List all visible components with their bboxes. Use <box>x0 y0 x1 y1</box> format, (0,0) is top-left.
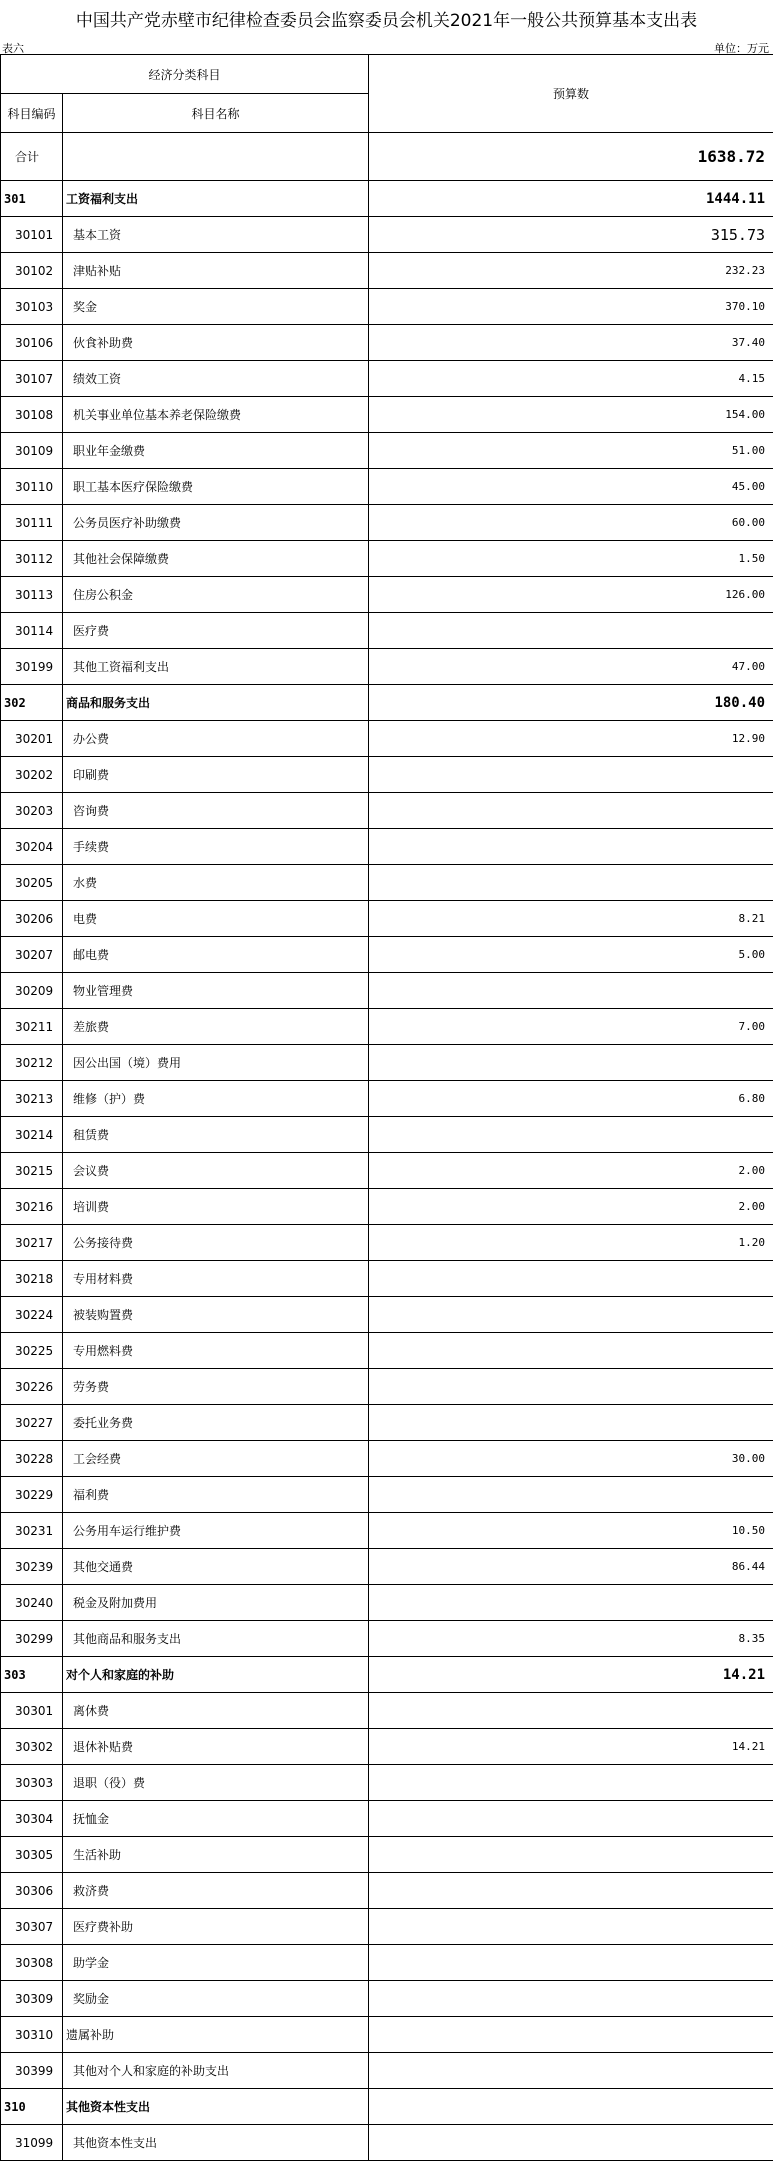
row-name: 其他社会保障缴费 <box>63 541 369 577</box>
row-name: 其他对个人和家庭的补助支出 <box>63 2053 369 2089</box>
row-code: 30308 <box>1 1945 63 1981</box>
row-name: 退职（役）费 <box>63 1765 369 1801</box>
row-name: 津贴补贴 <box>63 253 369 289</box>
row-value <box>369 2053 773 2089</box>
row-code: 30212 <box>1 1045 63 1081</box>
row-value: 86.44 <box>369 1549 773 1585</box>
row-value: 14.21 <box>369 1657 773 1693</box>
table-row <box>1 937 773 973</box>
row-name: 医疗费补助 <box>63 1909 369 1945</box>
row-name: 工资福利支出 <box>63 181 369 217</box>
row-name: 医疗费 <box>63 613 369 649</box>
row-name: 被装购置费 <box>63 1297 369 1333</box>
row-value <box>369 1981 773 2017</box>
row-value <box>369 865 773 901</box>
row-value: 315.73 <box>369 217 773 253</box>
unit-label: 单位：万元 <box>714 42 769 55</box>
table-row <box>1 1225 773 1261</box>
table-row <box>1 721 773 757</box>
table-row <box>1 1621 773 1657</box>
table-row <box>1 613 773 649</box>
row-value: 8.35 <box>369 1621 773 1657</box>
row-name: 印刷费 <box>63 757 369 793</box>
table-row <box>1 1909 773 1945</box>
row-code: 30213 <box>1 1081 63 1117</box>
row-code: 30239 <box>1 1549 63 1585</box>
budget-table-body <box>1 55 773 2161</box>
row-value: 60.00 <box>369 505 773 541</box>
table-row <box>1 1009 773 1045</box>
row-value <box>369 613 773 649</box>
row-name: 咨询费 <box>63 793 369 829</box>
row-name: 公务用车运行维护费 <box>63 1513 369 1549</box>
row-name: 邮电费 <box>63 937 369 973</box>
row-value <box>369 1297 773 1333</box>
row-name: 离休费 <box>63 1693 369 1729</box>
row-code: 30302 <box>1 1729 63 1765</box>
table-row <box>1 901 773 937</box>
row-code: 30229 <box>1 1477 63 1513</box>
row-value: 37.40 <box>369 325 773 361</box>
row-value: 14.21 <box>369 1729 773 1765</box>
table-row <box>1 181 773 217</box>
row-value: 30.00 <box>369 1441 773 1477</box>
table-row <box>1 1117 773 1153</box>
table-row <box>1 2089 773 2125</box>
table-number: 表六 <box>2 42 24 55</box>
table-row <box>1 1153 773 1189</box>
row-value <box>369 1873 773 1909</box>
row-value: 10.50 <box>369 1513 773 1549</box>
row-value <box>369 1837 773 1873</box>
row-value: 370.10 <box>369 289 773 325</box>
table-row <box>1 577 773 613</box>
row-name: 专用燃料费 <box>63 1333 369 1369</box>
row-name: 职工基本医疗保险缴费 <box>63 469 369 505</box>
table-row <box>1 217 773 253</box>
row-name: 救济费 <box>63 1873 369 1909</box>
table-row <box>1 1657 773 1693</box>
row-name: 福利费 <box>63 1477 369 1513</box>
page-title: 中国共产党赤壁市纪律检查委员会监察委员会机关2021年一般公共预算基本支出表 <box>75 11 698 31</box>
table-row <box>1 469 773 505</box>
row-value: 1.50 <box>369 541 773 577</box>
row-code: 30101 <box>1 217 63 253</box>
table-row <box>1 1369 773 1405</box>
row-name: 奖励金 <box>63 1981 369 2017</box>
table-row <box>1 865 773 901</box>
table-row <box>1 1081 773 1117</box>
row-value: 232.23 <box>369 253 773 289</box>
row-code: 30399 <box>1 2053 63 2089</box>
row-name: 手续费 <box>63 829 369 865</box>
row-code: 30303 <box>1 1765 63 1801</box>
row-code: 301 <box>1 181 63 217</box>
table-meta <box>0 40 773 54</box>
row-name: 因公出国（境）费用 <box>63 1045 369 1081</box>
row-code: 30226 <box>1 1369 63 1405</box>
row-code: 31099 <box>1 2125 63 2161</box>
row-name: 培训费 <box>63 1189 369 1225</box>
row-value <box>369 1333 773 1369</box>
row-code: 30202 <box>1 757 63 793</box>
table-row <box>1 1549 773 1585</box>
row-value <box>369 973 773 1009</box>
table-row <box>1 1693 773 1729</box>
row-name: 维修（护）费 <box>63 1081 369 1117</box>
table-row <box>1 2125 773 2161</box>
table-row <box>1 1801 773 1837</box>
row-name: 会议费 <box>63 1153 369 1189</box>
total-name-cell <box>63 133 369 181</box>
row-code: 30301 <box>1 1693 63 1729</box>
total-value: 1638.72 <box>369 133 773 181</box>
row-code: 30204 <box>1 829 63 865</box>
table-row <box>1 685 773 721</box>
row-value <box>369 1477 773 1513</box>
row-value <box>369 829 773 865</box>
row-value: 5.00 <box>369 937 773 973</box>
row-name: 绩效工资 <box>63 361 369 397</box>
row-code: 30112 <box>1 541 63 577</box>
row-value: 8.21 <box>369 901 773 937</box>
total-label: 合计 <box>1 133 63 181</box>
row-value <box>369 1945 773 1981</box>
row-code: 30228 <box>1 1441 63 1477</box>
row-value <box>369 793 773 829</box>
table-row <box>1 1513 773 1549</box>
row-code: 30103 <box>1 289 63 325</box>
row-name: 劳务费 <box>63 1369 369 1405</box>
row-name: 商品和服务支出 <box>63 685 369 721</box>
row-code: 30309 <box>1 1981 63 2017</box>
row-code: 30240 <box>1 1585 63 1621</box>
header-budget: 预算数 <box>369 55 773 133</box>
row-code: 30299 <box>1 1621 63 1657</box>
table-row <box>1 1945 773 1981</box>
budget-table <box>0 54 773 2161</box>
table-row <box>1 289 773 325</box>
table-row <box>1 1297 773 1333</box>
table-row <box>1 1477 773 1513</box>
table-row <box>1 433 773 469</box>
row-name: 税金及附加费用 <box>63 1585 369 1621</box>
row-code: 30218 <box>1 1261 63 1297</box>
row-value <box>369 2125 773 2161</box>
table-row <box>1 829 773 865</box>
row-code: 30227 <box>1 1405 63 1441</box>
row-code: 30214 <box>1 1117 63 1153</box>
table-row <box>1 2017 773 2053</box>
table-row <box>1 1585 773 1621</box>
row-value: 45.00 <box>369 469 773 505</box>
row-name: 公务接待费 <box>63 1225 369 1261</box>
table-row <box>1 1981 773 2017</box>
row-code: 303 <box>1 1657 63 1693</box>
table-row <box>1 253 773 289</box>
row-value <box>369 1261 773 1297</box>
table-row <box>1 1441 773 1477</box>
table-row <box>1 541 773 577</box>
row-code: 30102 <box>1 253 63 289</box>
row-value: 1444.11 <box>369 181 773 217</box>
row-name: 机关事业单位基本养老保险缴费 <box>63 397 369 433</box>
row-code: 30203 <box>1 793 63 829</box>
row-name: 助学金 <box>63 1945 369 1981</box>
row-code: 30231 <box>1 1513 63 1549</box>
row-code: 30106 <box>1 325 63 361</box>
row-value: 126.00 <box>369 577 773 613</box>
table-row <box>1 361 773 397</box>
header-category: 经济分类科目 <box>1 55 369 94</box>
row-name: 水费 <box>63 865 369 901</box>
row-value <box>369 1369 773 1405</box>
row-name: 职业年金缴费 <box>63 433 369 469</box>
table-row <box>1 2053 773 2089</box>
table-row <box>1 325 773 361</box>
row-code: 30107 <box>1 361 63 397</box>
row-value <box>369 1693 773 1729</box>
row-name: 退休补贴费 <box>63 1729 369 1765</box>
row-code: 302 <box>1 685 63 721</box>
row-value <box>369 1585 773 1621</box>
row-name: 办公费 <box>63 721 369 757</box>
row-value: 47.00 <box>369 649 773 685</box>
table-row <box>1 1045 773 1081</box>
row-code: 30201 <box>1 721 63 757</box>
header-row-1 <box>1 55 773 94</box>
row-code: 30306 <box>1 1873 63 1909</box>
row-value <box>369 1801 773 1837</box>
table-row <box>1 1837 773 1873</box>
table-row <box>1 793 773 829</box>
row-value: 1.20 <box>369 1225 773 1261</box>
row-code: 30224 <box>1 1297 63 1333</box>
row-value <box>369 1117 773 1153</box>
row-value: 4.15 <box>369 361 773 397</box>
row-name: 其他交通费 <box>63 1549 369 1585</box>
row-value: 2.00 <box>369 1153 773 1189</box>
total-row <box>1 133 773 181</box>
row-name: 其他商品和服务支出 <box>63 1621 369 1657</box>
row-code: 30225 <box>1 1333 63 1369</box>
row-value <box>369 757 773 793</box>
row-name: 基本工资 <box>63 217 369 253</box>
row-code: 30310 <box>1 2017 63 2053</box>
row-value: 6.80 <box>369 1081 773 1117</box>
row-name: 遗属补助 <box>63 2017 369 2053</box>
table-row <box>1 757 773 793</box>
row-value: 7.00 <box>369 1009 773 1045</box>
row-code: 30111 <box>1 505 63 541</box>
table-row <box>1 1261 773 1297</box>
row-code: 310 <box>1 2089 63 2125</box>
row-code: 30211 <box>1 1009 63 1045</box>
table-row <box>1 505 773 541</box>
row-name: 对个人和家庭的补助 <box>63 1657 369 1693</box>
row-value <box>369 2017 773 2053</box>
row-name: 抚恤金 <box>63 1801 369 1837</box>
header-code: 科目编码 <box>1 94 63 133</box>
row-value: 12.90 <box>369 721 773 757</box>
row-name: 差旅费 <box>63 1009 369 1045</box>
row-name: 委托业务费 <box>63 1405 369 1441</box>
row-value: 2.00 <box>369 1189 773 1225</box>
row-name: 租赁费 <box>63 1117 369 1153</box>
table-row <box>1 1873 773 1909</box>
row-name: 其他资本性支出 <box>63 2089 369 2125</box>
row-value <box>369 1765 773 1801</box>
row-name: 生活补助 <box>63 1837 369 1873</box>
row-name: 电费 <box>63 901 369 937</box>
table-row <box>1 973 773 1009</box>
row-code: 30108 <box>1 397 63 433</box>
row-value: 51.00 <box>369 433 773 469</box>
row-name: 专用材料费 <box>63 1261 369 1297</box>
row-name: 其他资本性支出 <box>63 2125 369 2161</box>
row-name: 公务员医疗补助缴费 <box>63 505 369 541</box>
row-name: 其他工资福利支出 <box>63 649 369 685</box>
row-code: 30307 <box>1 1909 63 1945</box>
row-code: 30216 <box>1 1189 63 1225</box>
table-row <box>1 649 773 685</box>
row-code: 30209 <box>1 973 63 1009</box>
row-name: 物业管理费 <box>63 973 369 1009</box>
row-code: 30110 <box>1 469 63 505</box>
row-code: 30205 <box>1 865 63 901</box>
table-row <box>1 397 773 433</box>
row-code: 30109 <box>1 433 63 469</box>
row-value <box>369 1909 773 1945</box>
row-value: 154.00 <box>369 397 773 433</box>
header-name: 科目名称 <box>63 94 369 133</box>
row-code: 30304 <box>1 1801 63 1837</box>
row-value <box>369 1045 773 1081</box>
row-name: 奖金 <box>63 289 369 325</box>
table-row <box>1 1405 773 1441</box>
row-code: 30217 <box>1 1225 63 1261</box>
table-row <box>1 1765 773 1801</box>
table-row <box>1 1189 773 1225</box>
row-code: 30114 <box>1 613 63 649</box>
row-code: 30206 <box>1 901 63 937</box>
row-value: 180.40 <box>369 685 773 721</box>
table-row <box>1 1333 773 1369</box>
row-name: 伙食补助费 <box>63 325 369 361</box>
row-code: 30207 <box>1 937 63 973</box>
row-code: 30215 <box>1 1153 63 1189</box>
row-name: 住房公积金 <box>63 577 369 613</box>
table-row <box>1 1729 773 1765</box>
row-value <box>369 2089 773 2125</box>
row-value <box>369 1405 773 1441</box>
row-code: 30113 <box>1 577 63 613</box>
row-name: 工会经费 <box>63 1441 369 1477</box>
row-code: 30199 <box>1 649 63 685</box>
row-code: 30305 <box>1 1837 63 1873</box>
